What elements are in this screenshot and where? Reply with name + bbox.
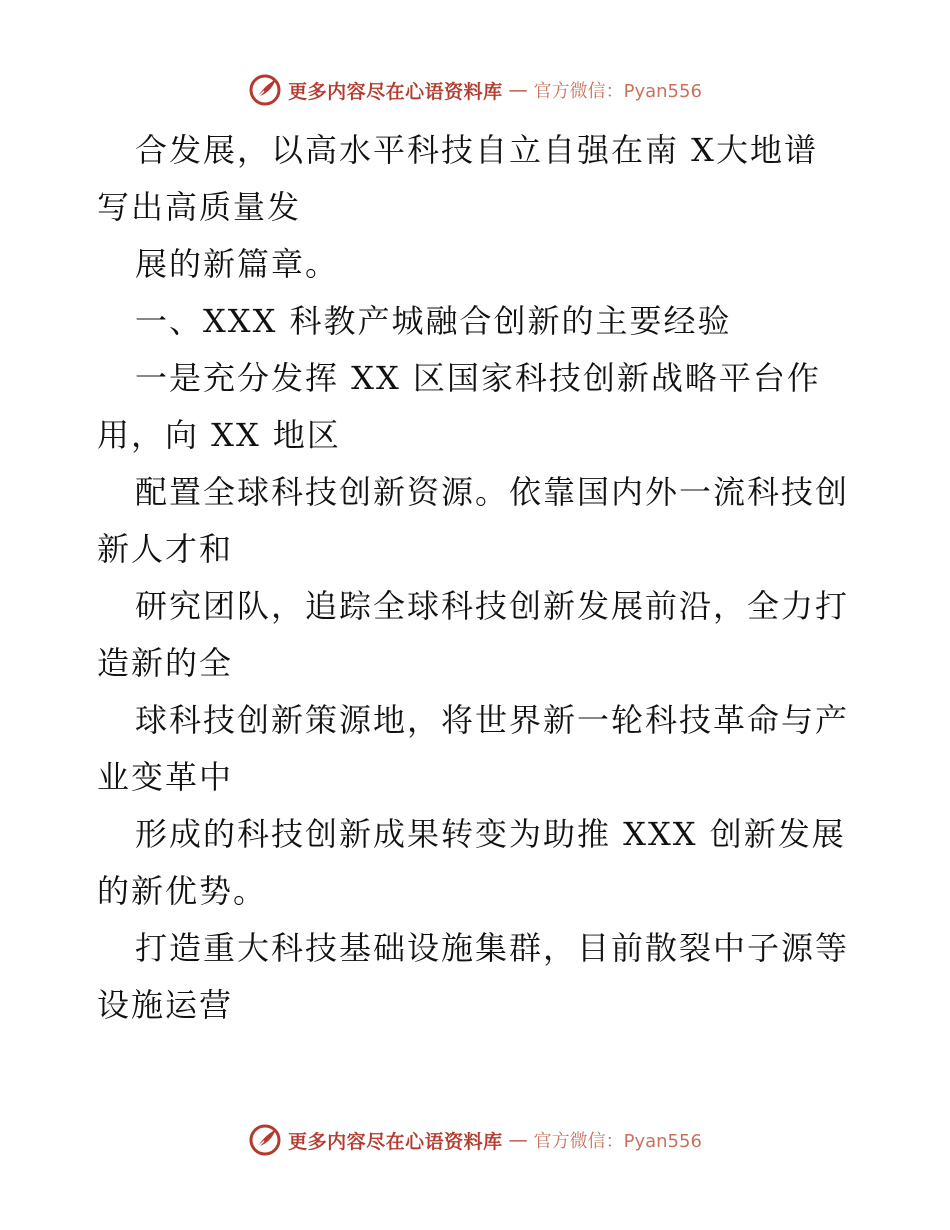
footer-banner-content xyxy=(248,1123,702,1157)
body-text-line: 业变革中 xyxy=(97,758,234,796)
header-banner xyxy=(0,70,950,110)
body-text-line: 球科技创新策源地，将世界新一轮科技革命与产 xyxy=(135,701,850,739)
body-text-line: 形成的科技创新成果转变为助推 XXX 创新发展 xyxy=(135,815,846,853)
body-text-line: 用，向 XX 地区 xyxy=(97,416,341,454)
document-body xyxy=(97,122,857,1034)
header-dash: — xyxy=(508,79,528,101)
feather-pen-logo-icon xyxy=(248,73,282,107)
body-text-line: 研究团队，追踪全球科技创新发展前沿，全力打 xyxy=(135,587,850,625)
footer-wechat-id: 官方微信：Pyan556 xyxy=(533,1131,702,1152)
footer-banner xyxy=(0,1120,950,1160)
header-site-name: 更多内容尽在心语资料库 xyxy=(288,80,503,103)
body-text-line: 展的新篇章。 xyxy=(135,245,340,283)
body-text-line: 一是充分发挥 XX 区国家科技创新战略平台作 xyxy=(135,359,821,397)
header-banner-content xyxy=(248,73,702,107)
footer-dash: — xyxy=(508,1129,528,1151)
body-text-line: 设施运营 xyxy=(97,986,234,1024)
footer-site-name: 更多内容尽在心语资料库 xyxy=(288,1130,503,1153)
header-wechat-id: 官方微信：Pyan556 xyxy=(533,81,702,102)
body-text-line: 配置全球科技创新资源。依靠国内外一流科技创 xyxy=(135,473,850,511)
body-text-line: 写出高质量发 xyxy=(97,188,302,226)
body-text-line: 打造重大科技基础设施集群，目前散裂中子源等 xyxy=(135,929,850,967)
body-text-line: 合发展，以高水平科技自立自强在南 X大地谱 xyxy=(135,131,818,169)
body-text-line: 的新优势。 xyxy=(97,872,268,910)
body-text-line: 一、XXX 科教产城融合创新的主要经验 xyxy=(135,302,732,340)
feather-pen-logo-icon xyxy=(248,1123,282,1157)
body-text-line: 新人才和 xyxy=(97,530,234,568)
body-text-line: 造新的全 xyxy=(97,644,234,682)
